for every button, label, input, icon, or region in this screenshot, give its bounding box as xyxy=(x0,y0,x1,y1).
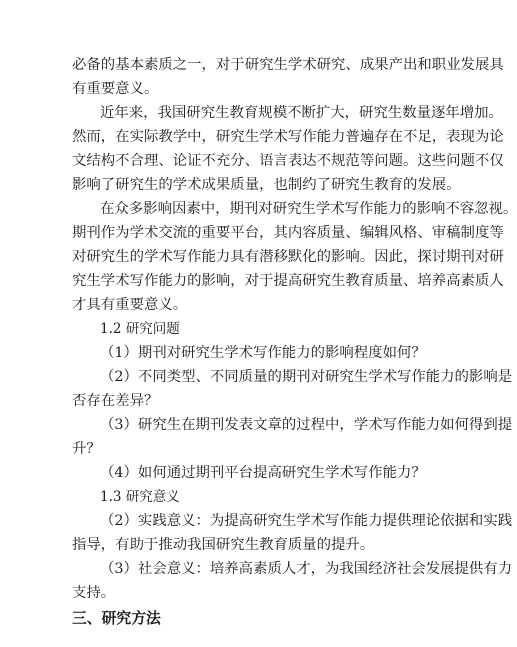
text-line: 有重要意义。 xyxy=(72,81,159,97)
text-line: 究生学术写作能力的影响，对于提高研究生教育质量、培养高素质人 xyxy=(72,273,504,289)
paragraph-first-line: 在众多影响因素中，期刊对研究生学术写作能力的影响不容忽视。 xyxy=(100,201,517,217)
list-item: （3）研究生在期刊发表文章的过程中，学术写作能力如何得到提 xyxy=(100,417,513,433)
list-item: （2）不同类型、不同质量的期刊对研究生学术写作能力的影响是 xyxy=(100,369,513,385)
text-line: 影响了研究生的学术成果质量，也制约了研究生教育的发展。 xyxy=(72,177,461,193)
list-item: （1）期刊对研究生学术写作能力的影响程度如何？ xyxy=(100,345,426,361)
section-heading: 1.3 研究意义 xyxy=(100,489,180,505)
list-item: （3）社会意义：培养高素质人才，为我国经济社会发展提供有力 xyxy=(100,561,513,577)
text-line: 指导，有助于推动我国研究生教育质量的提升。 xyxy=(72,537,375,553)
text-line: 必备的基本素质之一，对于研究生学术研究、成果产出和职业发展具 xyxy=(72,57,504,73)
list-item: （4）如何通过期刊平台提高研究生学术写作能力？ xyxy=(100,465,426,481)
text-line: 对研究生的学术写作能力具有潜移默化的影响。因此，探讨期刊对研 xyxy=(72,249,504,265)
text-line: 才具有重要意义。 xyxy=(72,297,188,313)
paragraph-first-line: 近年来，我国研究生教育规模不断扩大，研究生数量逐年增加。 xyxy=(100,105,503,121)
text-line: 升？ xyxy=(72,441,101,457)
text-line: 支持。 xyxy=(72,585,116,601)
chapter-heading: 三、研究方法 xyxy=(72,610,161,627)
text-line: 否存在差异？ xyxy=(72,393,159,409)
text-line: 期刊作为学术交流的重要平台，其内容质量、编辑风格、审稿制度等 xyxy=(72,225,504,241)
text-line: 然而，在实际教学中，研究生学术写作能力普遍存在不足，表现为论 xyxy=(72,129,504,145)
section-heading: 1.2 研究问题 xyxy=(100,321,180,337)
text-line: 文结构不合理、论证不充分、语言表达不规范等问题。这些问题不仅 xyxy=(72,153,504,169)
list-item: （2）实践意义：为提高研究生学术写作能力提供理论依据和实践 xyxy=(100,513,513,529)
